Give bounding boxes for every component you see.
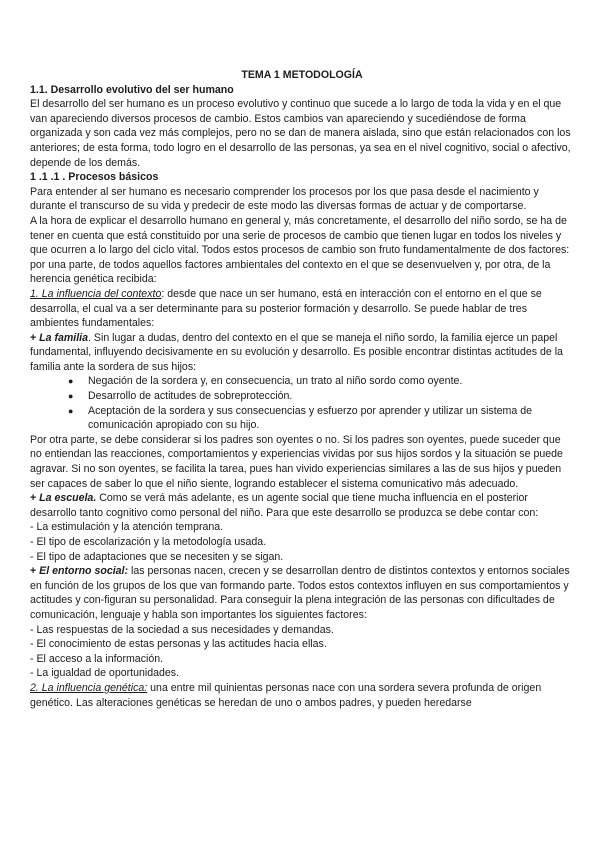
list-item: ● Aceptación de la sordera y sus consecuencias y esfuerzo por aprender y utilizar un sistema de comunicación apropiado con su hijo. xyxy=(88,404,574,433)
list-item: ● Desarrollo de actitudes de sobreprotección. xyxy=(88,389,574,404)
list-item: ● Negación de la sordera y, en consecuencia, un trato al niño sordo como oyente. xyxy=(88,374,574,389)
paragraph-parents: Por otra parte, se debe considerar si los padres son oyentes o no. Si los padres son oyentes, puede suceder que no entiendan las reacciones, comportamientos y experiencias vividas por sus hijos sordos y la situación se puede agravar. Si no son oyentes, se facilita la tarea, pues han vivido experiencias similares a las de sus hijos y pueden ser capaces de saber lo que el niño siente, logrando establecer el sistema comunicativo más adecuado. xyxy=(30,433,563,490)
familia-label: La familia xyxy=(39,331,89,344)
escuela-text: Como se verá más adelante, es un agente social que tiene mucha influencia en el posterior desarrollo tanto cognitivo como personal del niño. Para que este desarrollo se produzca se debe contar con: xyxy=(30,492,539,519)
familia-text: . Sin lugar a dudas, dentro del contexto en el que se maneja el niño sordo, la familia ejerce un papel fundamental, influyendo decisivamente en su evolución y desarrollo. Es posible encontrar distintas actitudes de la familia ante la sordera de sus hijos: xyxy=(30,331,563,373)
genetica-label: 2. La influencia genética: xyxy=(30,681,148,694)
entorno-text: las personas nacen, crecen y se desarrollan dentro de distintos contextos y entornos sociales en función de los grupos de los que van formando parte. Todos estos contextos influyen en sus comportamientos y actitudes y con-figuran su personalidad. Para conseguir la plena integración de las personas con dificultades de comunicación, lenguaje y habla son importantes los siguientes factores: xyxy=(30,565,570,621)
paragraph-context xyxy=(30,287,574,331)
list-item: - El conocimiento de estas personas y las actitudes hacia ellas. xyxy=(30,638,327,651)
paragraph-familia xyxy=(30,331,574,375)
paragraph-entorno xyxy=(30,564,574,622)
plus-marker: + xyxy=(30,492,37,505)
list-item: - La estimulación y la atención temprana. xyxy=(30,521,224,534)
document-page xyxy=(30,68,574,710)
entorno-label: El entorno social: xyxy=(39,565,129,578)
plus-marker: + xyxy=(30,565,37,578)
paragraph-processes: Para entender al ser humano es necesario comprender los procesos por los que pasa desde el nacimiento y durante el transcurso de su vida y predecir de este modo las diversas formas de actuar y de comportarse. xyxy=(30,185,539,213)
list-item: - El tipo de escolarización y la metodología usada. xyxy=(30,536,267,548)
list-item: - La igualdad de oportunidades. xyxy=(30,667,180,680)
section-heading-1-1-1: 1 .1 .1 . Procesos básicos xyxy=(30,171,159,184)
family-attitudes-list xyxy=(30,374,574,432)
context-text: : desde que nace un ser humano, está en interacción con el entorno en el que se desarrolla, el cual va a ser determinante para su posterior formación y desarrollo. Se puede hablar de tres ambientes fundamentales: xyxy=(30,287,542,330)
page-title: TEMA 1 METODOLOGÍA xyxy=(241,69,363,81)
list-item: - El acceso a la información. xyxy=(30,652,164,665)
paragraph-genetica xyxy=(30,681,574,710)
plus-marker: + xyxy=(30,331,37,344)
list-item: - Las respuestas de la sociedad a sus necesidades y demandas. xyxy=(30,623,334,636)
escuela-label: La escuela. xyxy=(39,492,97,505)
context-label: 1. La influencia del contexto xyxy=(30,287,162,300)
list-item: - El tipo de adaptaciones que se necesiten y se sigan. xyxy=(30,550,284,563)
paragraph-development: A la hora de explicar el desarrollo humano en general y, más concretamente, el desarrollo del niño sordo, se ha de tener en cuenta que está constituido por una serie de procesos de cambio que tienen lugar en todos los niveles y que ocurren a lo largo del ciclo vital. Todos estos procesos de cambio son fruto fundamentalmente de dos factores: por una parte, de todos aquellos factores ambientales del contexto en el que se desenvuelven y, por otra, de la herencia genética recibida: xyxy=(30,214,570,286)
section-heading-1-1: 1.1. Desarrollo evolutivo del ser humano xyxy=(30,83,234,96)
paragraph-intro: El desarrollo del ser humano es un proceso evolutivo y continuo que sucede a lo largo de toda la vida y en el que van apareciendo diversos procesos de cambio. Estos cambios van apareciendo y sucediéndose de forma organizada y son cada vez más complejos, pero no se dan de manera aislada, sino que están relacionados con los anteriores; de esta forma, todo logro en el desarrollo de las personas, ya sea en el nivel cognitivo, social o afectivo, depende de los demás. xyxy=(30,98,571,169)
paragraph-escuela xyxy=(30,491,574,520)
genetica-text: una entre mil quinientas personas nace con una sordera severa profunda de origen genético. Las alteraciones genéticas se heredan de uno o ambos padres, y pueden heredarse xyxy=(30,681,542,709)
